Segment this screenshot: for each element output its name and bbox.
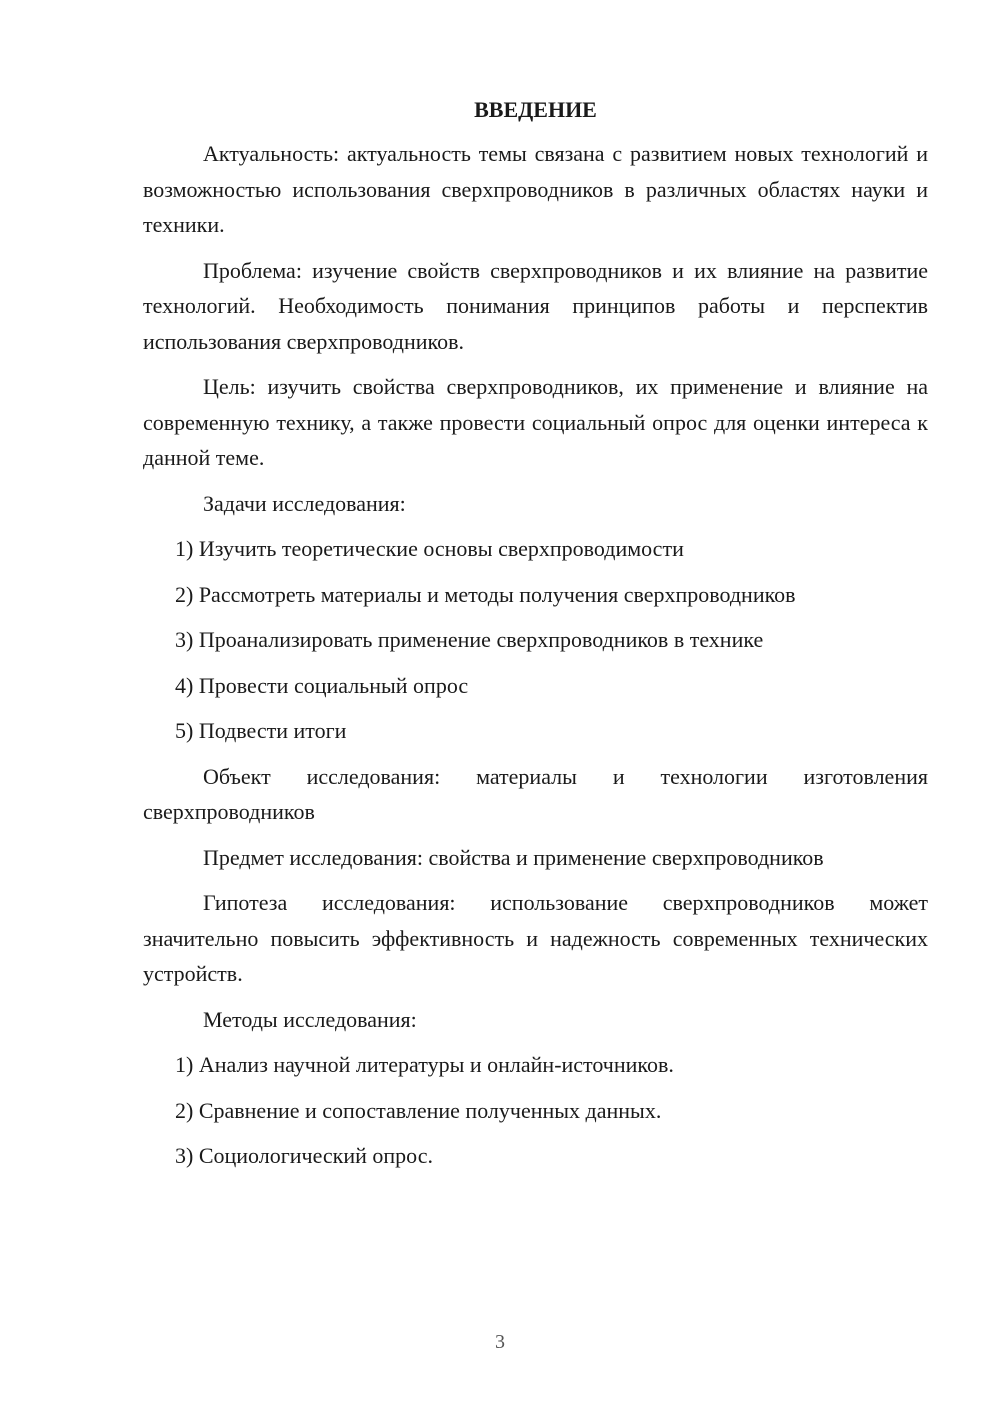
list-item: 4) Провести социальный опрос	[175, 672, 469, 698]
tasks-list	[143, 531, 928, 749]
object-paragraph: Объект исследования: материалы и технологии изготовления сверхпроводников	[143, 763, 928, 824]
hypothesis-paragraph: Гипотеза исследования: использование сверхпроводников может значительно повысить эффективность и надежность современных технических устройств.	[143, 890, 928, 986]
page-number: 3	[495, 1331, 505, 1353]
problem-paragraph: Проблема: изучение свойств сверхпроводников и их влияние на развитие технологий. Необходимость понимания принципов работы и перспектив использования сверхпроводников.	[143, 257, 928, 354]
goal-paragraph: Цель: изучить свойства сверхпроводников, их применение и влияние на современную технику, а также провести социальный опрос для оценки интереса к данной теме.	[143, 374, 928, 470]
list-item: 1) Изучить теоретические основы сверхпроводимости	[175, 536, 684, 561]
document-page	[143, 92, 928, 1184]
list-item: 3) Социологический опрос.	[175, 1143, 433, 1168]
section-title: ВВЕДЕНИЕ	[474, 97, 597, 122]
subject-paragraph: Предмет исследования: свойства и применение сверхпроводников	[203, 844, 824, 870]
list-item: 1) Анализ научной литературы и онлайн-источников.	[175, 1052, 674, 1077]
methods-list	[143, 1047, 928, 1174]
list-item: 3) Проанализировать применение сверхпроводников в технике	[175, 627, 764, 652]
methods-label: Методы исследования:	[203, 1006, 417, 1032]
list-item: 2) Сравнение и сопоставление полученных данных.	[175, 1097, 662, 1123]
relevance-paragraph: Актуальность: актуальность темы связана с развитием новых технологий и возможностью использования сверхпроводников в различных областях науки и техники.	[143, 141, 928, 237]
tasks-label: Задачи исследования:	[203, 490, 406, 516]
list-item: 5) Подвести итоги	[175, 718, 347, 743]
list-item: 2) Рассмотреть материалы и методы получения сверхпроводников	[175, 581, 796, 607]
